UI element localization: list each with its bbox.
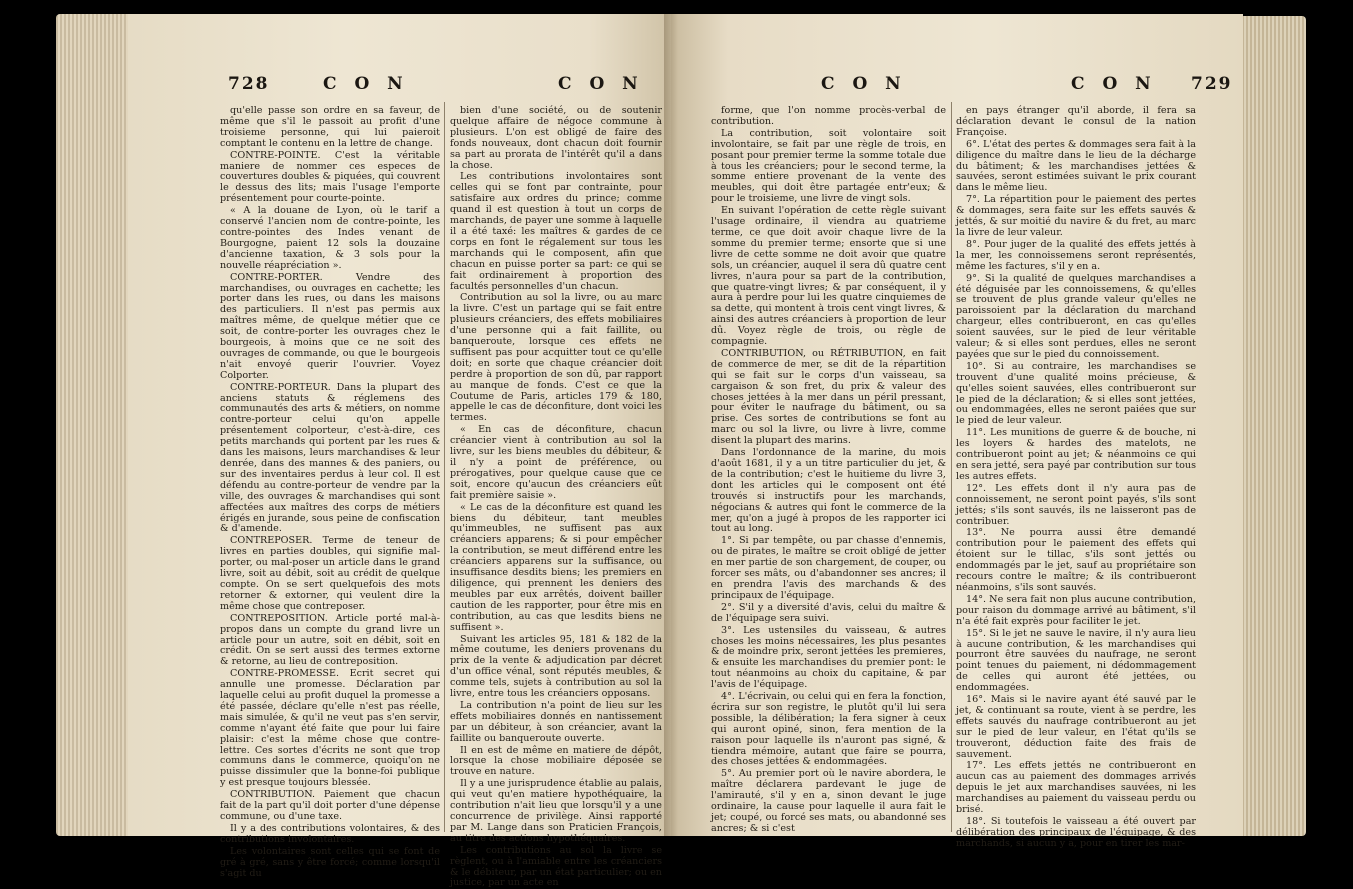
column-rule-left	[444, 102, 445, 832]
paragraph: 9°. Si la qualité de quelques marchandises a été déguisée par les connoissemens, & qu'elles se trouvent de plus grande valeur qu'elles ne paroissoient par la déclaration du marchand chargeur, elles contribueront, en cas qu'elles soient sauvées, sur le pied de leur véritable valeur; & si elles sont perdues, elles ne seront payées que sur le pied du connoissement.	[956, 272, 1196, 360]
paragraph: 3°. Les ustensiles du vaisseau, & autres choses les moins nécessaires, les plus pesantes & de moindre prix, seront jettées les premieres, & ensuite les marchandises du premier pont: le tout néanmoins au choix du capitaine, & par l'avis de l'équipage.	[711, 624, 946, 691]
gutter-shadow	[664, 14, 678, 836]
left-page	[128, 14, 671, 889]
paragraph: CONTRIBUTION, ou RÉTRIBUTION, en fait de commerce de mer, se dit de la répartition qui se fait sur le corps d'un vaisseau, sa cargaison & son fret, du prix & valeur des choses jettées à la mer dans un péril pressant, pour éviter le naufrage du bâtiment, ou sa prise. Ces sortes de contributions se font au marc ou sol la livre, ou livre à livre, comme disent la plupart des marins.	[711, 347, 946, 447]
paragraph: 16°. Mais si le navire ayant été sauvé par le jet, & continuant sa route, vient à se perdre, les effets sauvés du naufrage contribueront au jet sur le pied de leur valeur, en l'état qu'ils se trouveront, déduction faite des frais de sauvement.	[956, 694, 1196, 760]
left-column-1	[220, 105, 440, 879]
page-number-left: 728	[228, 74, 270, 94]
paragraph: En suivant l'opération de cette règle suivant l'usage ordinaire, il viendra au quatrieme terme, ce que doit avoir chaque livre de la somme du premier terme; ensorte que si une livre de cette somme ne doit avoir que quatre sols, un créancier, auquel il sera dû quatre cent livres, n'aura pour sa part de la contribution, que quatre-vingt livres; & par conséquent, il y aura à perdre pour lui les quatre cinquiemes de sa dette, qui montent à trois cent vingt livres, & ainsi des autres créanciers à proportion de leur dû. Voyez règle de trois, ou règle de compagnie.	[711, 205, 946, 348]
paragraph: 2°. S'il y a diversité d'avis, celui du maître & de l'équipage sera suivi.	[711, 601, 946, 624]
paragraph: Les volontaires sont celles qui se font de gré à gré, sans y être forcé; comme lorsqu'il s'agit du	[220, 845, 440, 879]
paragraph: 7°. La répartition pour le paiement des pertes & dommages, sera faite sur les effets sauvés & jettés, & sur moitié du navire & du fret, au marc la livre de leur valeur.	[956, 194, 1196, 238]
paragraph: 13°. Ne pourra aussi être demandé contribution pour le paiement des effets qui étoient sur le tillac, s'ils sont jettés ou endommagés par le jet, sauf au propriétaire son recours contre le maître; & ils contribueront néanmoins, s'ils sont sauvés.	[956, 527, 1196, 593]
paragraph: 11°. Les munitions de guerre & de bouche, ni les loyers & hardes des matelots, ne contribueront point au jet; & néanmoins ce qui en sera jetté, sera payé par contribution sur tous les autres effets.	[956, 427, 1196, 482]
paragraph: CONTREPOSER. Terme de teneur de livres en parties doubles, qui signifie mal-porter, ou mal-poser un article dans le grand livre, soit au débit, soit au crédit de quelque compte. On se sert quelquefois des mots retorner & extorner, qui veulent dire la même chose que contreposer.	[220, 535, 440, 612]
paragraph: 1°. Si par tempête, ou par chasse d'ennemis, ou de pirates, le maître se croit obligé de jetter en mer partie de son chargement, de couper, ou forcer ses mâts, ou d'abandonner ses ancres; il en prendra l'avis des marchands & des principaux de l'équipage.	[711, 535, 946, 601]
paragraph: en pays étranger qu'il aborde, il fera sa déclaration devant le consul de la nation Françoise.	[956, 105, 1196, 138]
paragraph: « Le cas de la déconfiture est quand les biens du débiteur, tant meubles qu'immeubles, ne suffisent pas aux créanciers apparens; & si pour empêcher la contribution, se meut différend entre les créanciers apparens sur la suffisance, ou insuffisance desdits biens; les premiers en diligence, qui prennent les deniers des meubles par eux arrêtés, doivent bailler caution de les rapporter, pour être mis en contribution, au cas que lesdits biens ne suffisent ».	[450, 501, 662, 633]
paragraph: 12°. Les effets dont il n'y aura pas de connoissement, ne seront point payés, s'ils sont jettés; s'ils sont sauvés, ils ne laisseront pas de contribuer.	[956, 482, 1196, 527]
paragraph: La contribution n'a point de lieu sur les effets mobiliaires donnés en nantissement par un débiteur, à son créancier, avant la faillite ou banqueroute ouverte.	[450, 699, 662, 744]
left-page-edges	[56, 14, 136, 836]
paragraph: CONTRE-PORTEUR. Dans la plupart des anciens statuts & réglemens des communautés des arts & métiers, on nomme contre-porteur celui qu'on appelle présentement colporteur, c'est-à-dire, ces petits marchands qui portent par les rues & dans les maisons, leurs marchandises & leur denrée, dans des mannes & des paniers, ou sur des inventaires perdus à leur col. Il est défendu au contre-porteur de vendre par la ville, des ouvrages & marchandises qui sont affectées aux maîtres des corps de métiers érigés en jurande, sous peine de confiscation & d'amende.	[220, 381, 440, 535]
paragraph: Contribution au sol la livre, ou au marc la livre. C'est un partage qui se fait entre plusieurs créanciers, des effets mobiliaires d'une personne qui a fait faillite, ou banqueroute, lorsque ces effets ne suffisent pas pour acquitter tout ce qu'elle doit; en sorte que chaque créancier doit perdre à proportion de son dû, par rapport au manque de fonds. C'est ce que la Coutume de Paris, articles 179 & 180, appelle le cas de déconfiture, dont voici les termes.	[450, 292, 662, 424]
right-column-2	[956, 105, 1196, 849]
paragraph: 6°. L'état des pertes & dommages sera fait à la diligence du maître dans le lieu de la décharge du bâtiment; & les marchandises jettées & sauvées, seront estimées suivant le prix courant dans le même lieu.	[956, 138, 1196, 194]
paragraph: CONTRE-PROMESSE. Ecrit secret qui annulle une promesse. Déclaration par laquelle celui au profit duquel la promesse a été passée, déclare qu'elle n'est pas réelle, mais simulée, & qu'il ne veut pas s'en servir, comme n'ayant été faite que pour lui faire plaisir: c'est la même chose que contre-lettre. Ces sortes d'écrits ne sont que trop communs dans le commerce, quoiqu'on ne puisse dissimuler que la bonne-foi publique y est presque toujours blessée.	[220, 668, 440, 789]
paragraph: qu'elle passe son ordre en sa faveur, de même que s'il le passoit au profit d'une troisieme personne, qui lui paieroit comptant le contenu en la lettre de change.	[220, 105, 440, 149]
right-page-edges	[1240, 16, 1306, 836]
paragraph: Les contributions involontaires sont celles qui se font par contrainte, pour satisfaire aux ordres du prince; comme quand il est question à tout un corps de marchands, de payer une somme à laquelle il a été taxé: les maîtres & gardes de ce corps en font le régalement sur tous les marchands qui le composent, afin que chacun en puisse porter sa part: ce qui se fait ordinairement à proportion des facultés personnelles d'un chacun.	[450, 171, 662, 292]
running-head-left-2: C O N	[558, 74, 644, 94]
paragraph: 15°. Si le jet ne sauve le navire, il n'y aura lieu à aucune contribution, & les marchandises qui pourront être sauvées du naufrage, ne seront point tenues du paiement, ni dédommagement de celles qui auront été jettées, ou endommagées.	[956, 627, 1196, 694]
right-page	[671, 14, 1243, 849]
paragraph: La contribution, soit volontaire soit involontaire, se fait par une règle de trois, en posant pour premier terme la somme totale due à tous les créanciers; pour le second terme, la somme entiere provenant de la vente des meubles, qui doit être partagée entr'eux; & pour le troisieme, une livre de vingt sols.	[711, 127, 946, 205]
paragraph: Il y a une jurisprudence établie au palais, qui veut qu'en matiere hypothéquaire, la contribution n'ait lieu que lorsqu'il y a une concurrence de privilège. Ainsi rapporté par M. Lange dans son Praticien François, au titre des actions hypothéquaires.	[450, 778, 662, 844]
paragraph: 17°. Les effets jettés ne contribueront en aucun cas au paiement des dommages arrivés depuis le jet aux marchandises sauvées, ni les marchandises au paiement du vaisseau perdu ou brisé.	[956, 760, 1196, 816]
paragraph: Il en est de même en matiere de dépôt, lorsque la chose mobiliaire déposée se trouve en nature.	[450, 744, 662, 778]
paragraph: 4°. L'écrivain, ou celui qui en fera la fonction, écrira sur son registre, le plutôt qu'il lui sera possible, la délibération; la fera signer à ceux qui auront opiné, sinon, fera mention de la raison pour laquelle ils n'auront pas signé, & tiendra mémoire, autant que faire se pourra, des choses jettées & endommagées.	[711, 691, 946, 768]
column-rule-right	[951, 102, 952, 832]
page-number-right: 729	[1191, 74, 1233, 94]
left-column-2	[450, 105, 662, 889]
paragraph: 5°. Au premier port où le navire abordera, le maître déclarera pardevant le juge de l'amirauté, s'il y en a, sinon devant le juge ordinaire, la cause pour laquelle il aura fait le jet; coupé, ou forcé ses mats, ou abandonné ses ancres; & si c'est	[711, 768, 946, 834]
paragraph: Dans l'ordonnance de la marine, du mois d'août 1681, il y a un titre particulier du jet, & de la contribution; c'est le huitieme du livre 3, dont les articles qui le composent ont été trouvés si instructifs pour les marchands, négocians & autres qui font le commerce de la mer, qu'on a jugé à propos de les rapporter ici tout au long.	[711, 447, 946, 535]
paragraph: Suivant les articles 95, 181 & 182 de la même coutume, les deniers provenans du prix de la vente & adjudication par décret d'un office vénal, sont réputés meubles, & comme tels, sujets à contribution au sol la livre, entre tous les créanciers opposans.	[450, 633, 662, 700]
paragraph: « En cas de déconfiture, chacun créancier vient à contribution au sol la livre, sur les biens meubles du débiteur, & il n'y a point de préférence, ou prérogatives, pour quelque cause que ce soit, encore qu'aucun des créanciers eût fait première saisie ».	[450, 424, 662, 501]
paragraph: 18°. Si toutefois le vaisseau a été ouvert par délibération des principaux de l'équipage, & des marchands, si aucun y a, pour en tirer les mar-	[956, 816, 1196, 849]
paragraph: 8°. Pour juger de la qualité des effets jettés à la mer, les connoissemens seront représentés, même les factures, s'il y en a.	[956, 238, 1196, 272]
running-head-right-2: C O N	[1071, 74, 1157, 94]
running-head-right-1: C O N	[821, 74, 907, 94]
paragraph: CONTRE-POINTE. C'est la véritable maniere de nommer ces especes de couvertures doubles & piquées, qui couvrent le dessus des lits; mais l'usage l'emporte présentement pour courte-pointe.	[220, 149, 440, 205]
paragraph: Les contributions au sol la livre se règlent, ou à l'amiable entre les créanciers & le débiteur, par un état particulier; ou en justice, par un acte en	[450, 844, 662, 889]
paragraph: CONTRE-PORTER. Vendre des marchandises, ou ouvrages en cachette; les porter dans les rues, ou dans les maisons des particuliers. Il n'est pas permis aux maîtres même, de quelque métier que ce soit, de contre-porter les ouvrages chez le bourgeois, à moins que ce ne soit des ouvrages de commande, ou que le bourgeois n'ait envoyé querir l'ouvrier. Voyez Colporter.	[220, 271, 440, 381]
paragraph: 10°. Si au contraire, les marchandises se trouvent d'une qualité moins précieuse, & qu'elles soient sauvées, elles contribueront sur le pied de la déclaration; & si elles sont jettées, ou endommagées, elles ne seront paiées que sur le pied de leur valeur.	[956, 360, 1196, 427]
paragraph: bien d'une société, ou de soutenir quelque affaire de négoce commune à plusieurs. L'on est obligé de faire des fonds nouveaux, dont chacun doit fournir sa part au prorata de l'intérêt qu'il a dans la chose.	[450, 105, 662, 171]
paragraph: CONTRIBUTION. Paiement que chacun fait de la part qu'il doit porter d'une dépense commune, ou d'une taxe.	[220, 789, 440, 822]
paragraph: 14°. Ne sera fait non plus aucune contribution, pour raison du dommage arrivé au bâtiment, s'il n'a été fait exprès pour faciliter le jet.	[956, 593, 1196, 627]
paragraph: « A la douane de Lyon, où le tarif a conservé l'ancien nom de contre-pointe, les contre-pointes des Indes venant de Bourgogne, paient 12 sols la douzaine d'ancienne taxation, & 3 sols pour la nouvelle réapréciation ».	[220, 205, 440, 271]
right-column-1	[711, 105, 946, 834]
paragraph: CONTREPOSITION. Article porté mal-à-propos dans un compte du grand livre un article pour un autre, soit en débit, soit en crédit. On se sert aussi des termes extorne & retorne, au lieu de contreposition.	[220, 612, 440, 668]
paragraph: forme, que l'on nomme procès-verbal de contribution.	[711, 105, 946, 127]
running-head-left-1: C O N	[323, 74, 409, 94]
paragraph: Il y a des contributions volontaires, & des contributions involontaires.	[220, 822, 440, 845]
